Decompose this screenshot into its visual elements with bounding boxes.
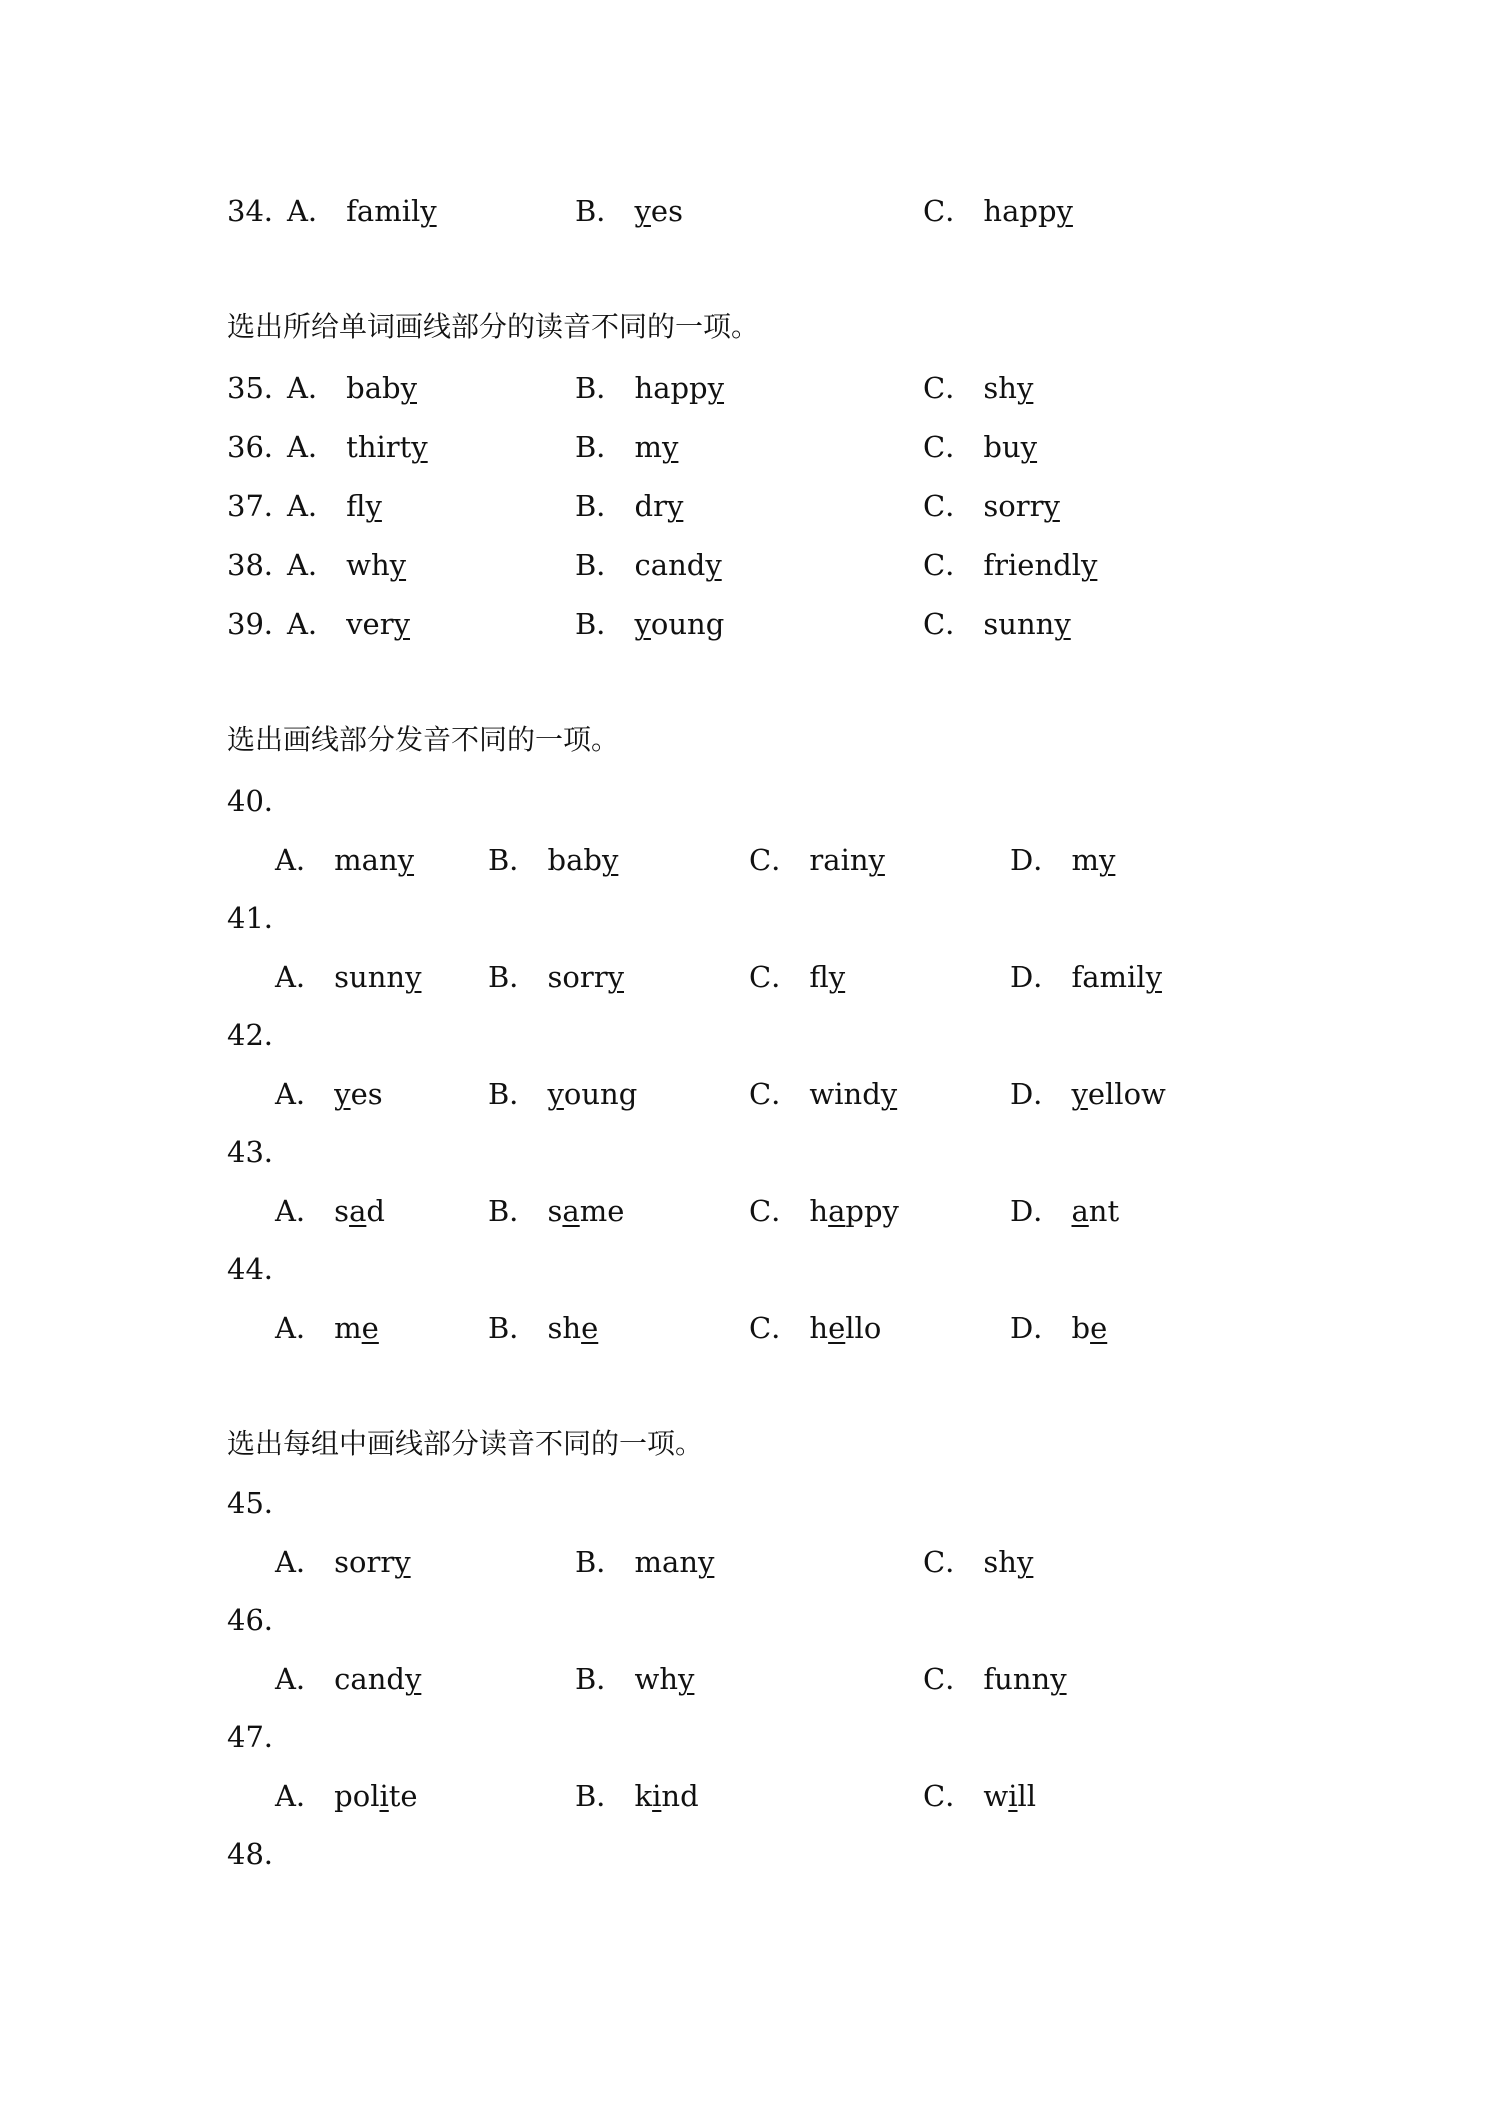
q42-option-c: C． windy <box>749 1077 898 1111</box>
question-number: 34． <box>227 194 293 228</box>
q35-option-a: A． baby <box>287 371 417 405</box>
q39-option-a: A． very <box>287 607 410 641</box>
q38-option-c: C． friendly <box>923 548 1098 582</box>
q37-option-a: A． fly <box>287 489 382 523</box>
question-35: 35． <box>227 371 293 405</box>
q45-option-b: B． many <box>575 1545 715 1579</box>
q40-option-d: D． my <box>1010 843 1116 877</box>
section-heading-3: 选出每组中画线部分读音不同的一项。 <box>227 1427 704 1460</box>
question-36: 36． <box>227 430 293 464</box>
question-39: 39． <box>227 607 293 641</box>
q42-option-a: A． yes <box>275 1077 383 1111</box>
q43-option-c: C． happy <box>749 1194 899 1228</box>
question-47: 47． <box>227 1720 293 1754</box>
q39-option-b: B． young <box>575 607 725 641</box>
question-44: 44． <box>227 1252 293 1286</box>
q47-option-b: B． kind <box>575 1779 699 1813</box>
q35-option-c: C． shy <box>923 371 1034 405</box>
q43-option-a: A． sad <box>275 1194 385 1228</box>
question-38: 38． <box>227 548 293 582</box>
q44-option-b: B． she <box>488 1311 599 1345</box>
q36-option-a: A． thirty <box>287 430 428 464</box>
q35-option-b: B． happy <box>575 371 725 405</box>
q34-option-b: B． yes <box>575 194 683 228</box>
question-40: 40． <box>227 784 293 818</box>
q34-option-c: C． happy <box>923 194 1073 228</box>
q42-option-b: B． young <box>488 1077 638 1111</box>
q42-option-d: D． yellow <box>1010 1077 1166 1111</box>
question-34 <box>227 193 293 229</box>
q41-option-d: D． family <box>1010 960 1162 994</box>
question-43: 43． <box>227 1135 293 1169</box>
q46-option-b: B． why <box>575 1662 695 1696</box>
q43-option-d: D． ant <box>1010 1194 1120 1228</box>
question-46: 46． <box>227 1603 293 1637</box>
q36-option-b: B． my <box>575 430 679 464</box>
q46-option-a: A． candy <box>275 1662 422 1696</box>
q47-option-c: C． will <box>923 1779 1037 1813</box>
q41-option-c: C． fly <box>749 960 846 994</box>
q44-option-a: A． me <box>275 1311 379 1345</box>
question-37: 37． <box>227 489 293 523</box>
q44-option-d: D． be <box>1010 1311 1108 1345</box>
q43-option-b: B． same <box>488 1194 625 1228</box>
q41-option-b: B． sorry <box>488 960 624 994</box>
section-heading-2: 选出画线部分发音不同的一项。 <box>227 723 620 756</box>
q38-option-a: A． why <box>287 548 407 582</box>
section-heading-1: 选出所给单词画线部分的读音不同的一项。 <box>227 310 760 343</box>
q44-option-c: C． hello <box>749 1311 882 1345</box>
q41-option-a: A． sunny <box>275 960 422 994</box>
q39-option-c: C． sunny <box>923 607 1071 641</box>
q36-option-c: C． buy <box>923 430 1038 464</box>
q37-option-b: B． dry <box>575 489 684 523</box>
q38-option-b: B． candy <box>575 548 722 582</box>
q37-option-c: C． sorry <box>923 489 1060 523</box>
q40-option-c: C． rainy <box>749 843 885 877</box>
q40-option-a: A． many <box>275 843 415 877</box>
question-45: 45． <box>227 1486 293 1520</box>
q47-option-a: A． polite <box>275 1779 418 1813</box>
q45-option-c: C． shy <box>923 1545 1034 1579</box>
q46-option-c: C． funny <box>923 1662 1067 1696</box>
q34-option-a: A． family <box>287 194 437 228</box>
q45-option-a: A． sorry <box>275 1545 411 1579</box>
question-41: 41． <box>227 901 293 935</box>
question-42: 42． <box>227 1018 293 1052</box>
question-48: 48． <box>227 1837 293 1871</box>
q40-option-b: B． baby <box>488 843 619 877</box>
